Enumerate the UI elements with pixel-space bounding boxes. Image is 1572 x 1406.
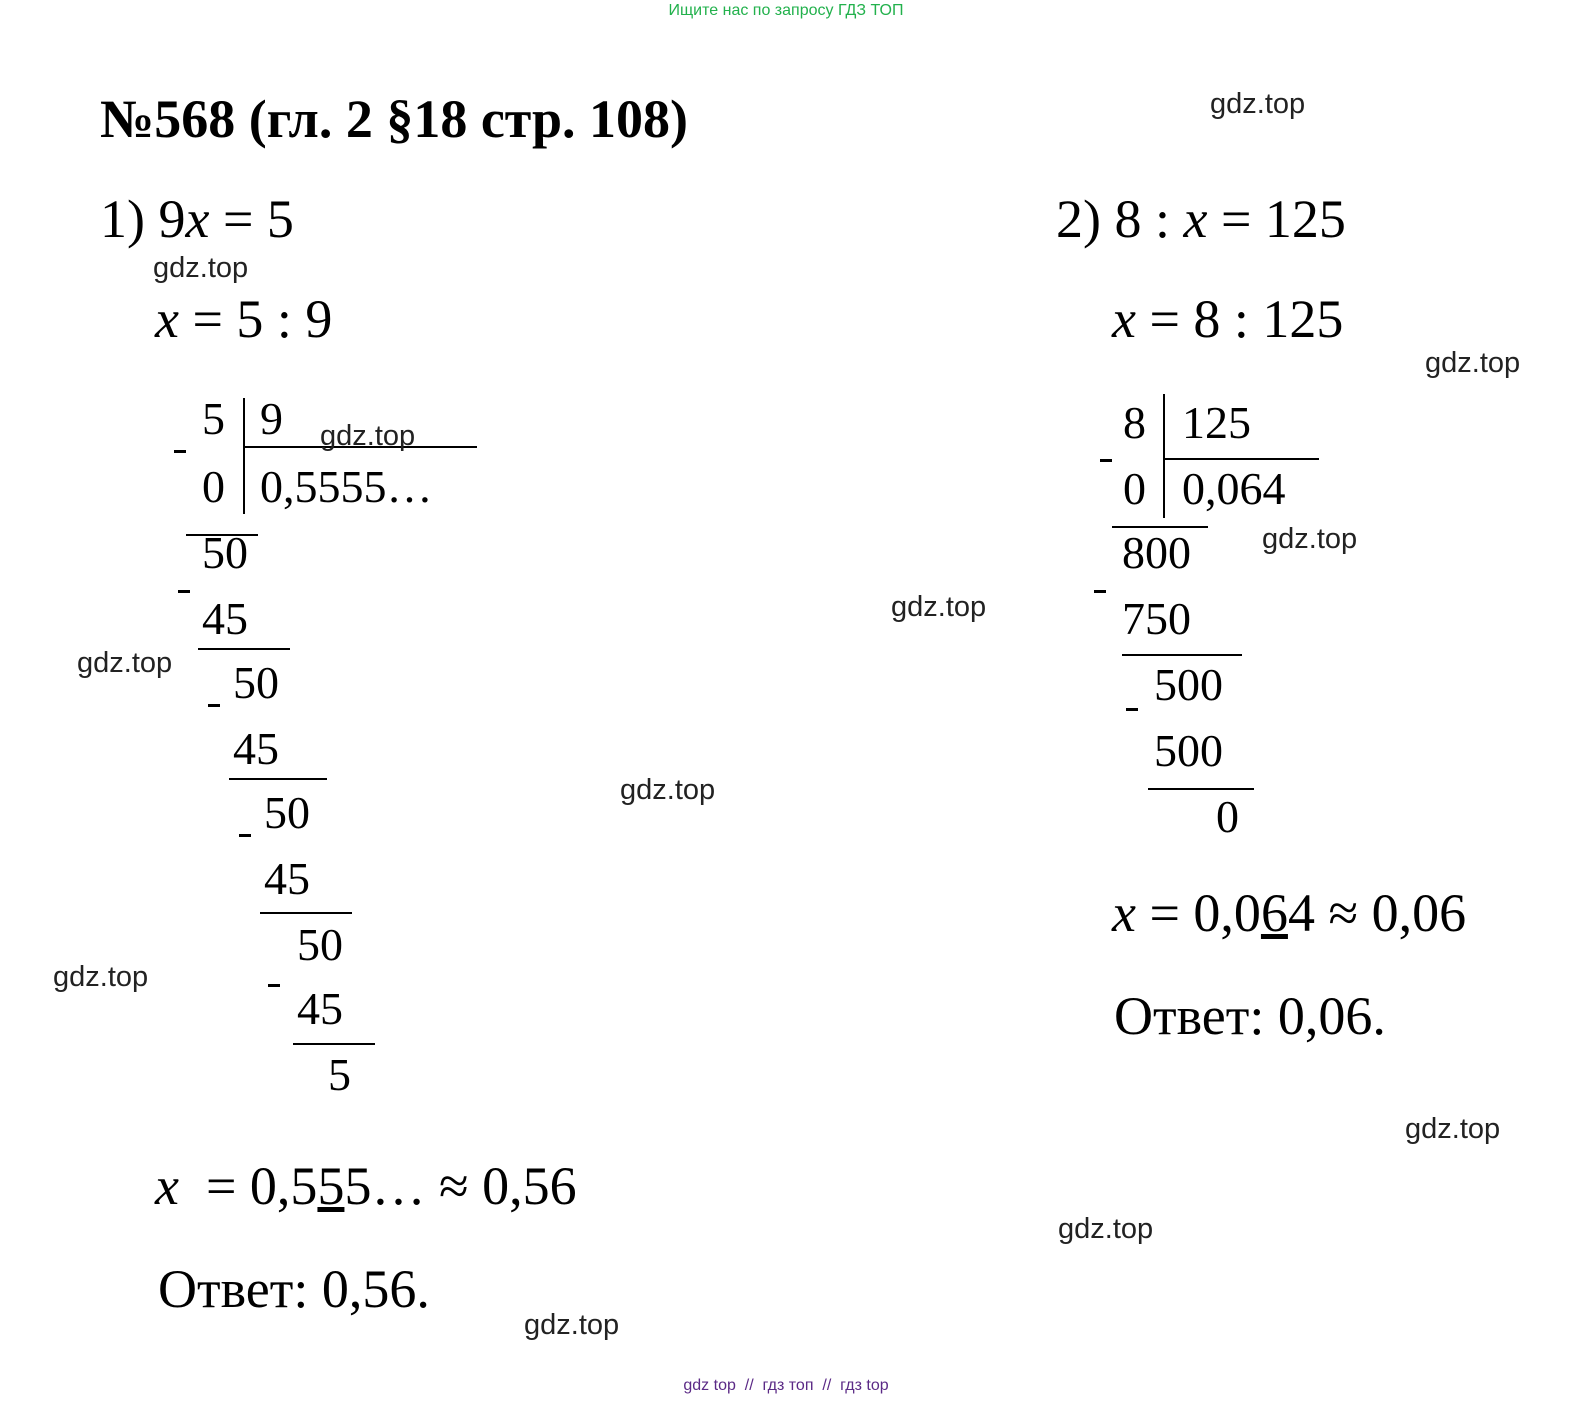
part1-row: 45 <box>202 593 248 644</box>
part1-row: 50 <box>233 657 279 708</box>
part1-remainder: 5 <box>328 1049 351 1100</box>
part2-label: 2) 8 : <box>1056 189 1184 249</box>
part1-dividend: 5 <box>202 393 225 444</box>
part2-quotient: 0,064 <box>1182 463 1286 514</box>
part2-remainder: 0 <box>1216 791 1239 842</box>
watermark: gdz.top <box>153 252 249 284</box>
part1-minus-sign <box>239 834 251 837</box>
part2-step <box>1112 288 1343 350</box>
part1-result-underlined: 5 <box>317 1156 345 1216</box>
part1-step <box>155 288 332 350</box>
part1-result-a: = 0,5 <box>178 1156 318 1216</box>
part2-first-subtrahend: 0 <box>1123 463 1146 514</box>
part2-minus-sign <box>1126 708 1138 711</box>
part2-minus-sign <box>1094 590 1106 593</box>
part2-division-bar <box>1163 394 1165 518</box>
watermark: gdz.top <box>1058 1213 1154 1245</box>
part1-equation <box>100 188 294 250</box>
part1-divisor: 9 <box>260 393 283 444</box>
part2-result-var: x <box>1112 883 1136 943</box>
part1-minus-sign <box>268 984 280 987</box>
part1-result <box>155 1155 577 1217</box>
part1-label: 1) 9 <box>100 189 186 249</box>
part1-row: 50 <box>297 919 343 970</box>
watermark: gdz.top <box>1262 523 1358 555</box>
watermark: gdz.top <box>1210 88 1306 120</box>
part2-result <box>1112 882 1466 944</box>
part2-row: 500 <box>1154 725 1223 776</box>
watermark: gdz.top <box>524 1309 620 1341</box>
part1-row: 50 <box>202 527 248 578</box>
part1-quotient: 0,5555… <box>260 461 433 512</box>
part1-step-var: x <box>155 289 179 349</box>
part1-var: x <box>185 189 210 249</box>
part1-rule <box>229 778 327 780</box>
part2-row: 500 <box>1154 659 1223 710</box>
part2-result-b: 4 ≈ 0,06 <box>1287 883 1467 943</box>
watermark: gdz.top <box>1425 347 1521 379</box>
part1-rule <box>198 648 290 650</box>
exercise-title: №568 (гл. 2 §18 стр. 108) <box>100 89 688 149</box>
watermark: gdz.top <box>620 774 716 806</box>
watermark: gdz.top <box>53 961 149 993</box>
part1-row: 45 <box>297 983 343 1034</box>
part1-result-b: 5… ≈ 0,56 <box>344 1156 577 1216</box>
part2-dividend: 8 <box>1123 397 1146 448</box>
part2-eq-rest: = 125 <box>1207 189 1346 249</box>
part1-minus-sign <box>174 450 186 453</box>
part2-minus-sign <box>1100 459 1112 462</box>
footer-links[interactable]: gdz top // гдз топ // гдз top <box>683 1377 889 1394</box>
watermark: gdz.top <box>1405 1113 1501 1145</box>
part2-equation <box>1056 188 1346 250</box>
part2-rule <box>1122 654 1242 656</box>
part1-row: 50 <box>264 787 310 838</box>
part1-minus-sign <box>208 704 220 707</box>
part1-division-bar <box>243 398 245 514</box>
part1-answer: Ответ: 0,56. <box>158 1259 430 1319</box>
part2-step-var: x <box>1112 289 1136 349</box>
part1-rule <box>293 1043 375 1045</box>
part2-row: 800 <box>1122 527 1191 578</box>
part1-row: 45 <box>233 723 279 774</box>
part2-row: 750 <box>1122 593 1191 644</box>
part1-first-subtrahend: 0 <box>202 461 225 512</box>
part1-row: 45 <box>264 853 310 904</box>
part1-minus-sign <box>178 590 190 593</box>
part2-divisor-line <box>1163 458 1319 460</box>
part2-answer: Ответ: 0,06. <box>1114 986 1386 1046</box>
part2-result-underlined: 6 <box>1260 883 1288 943</box>
part1-eq-rest: = 5 <box>209 189 294 249</box>
part2-var: x <box>1183 189 1208 249</box>
watermark: gdz.top <box>320 420 416 452</box>
part2-divisor: 125 <box>1182 397 1251 448</box>
part1-rule <box>260 912 352 914</box>
part1-result-var: x <box>155 1156 179 1216</box>
watermark: gdz.top <box>77 647 173 679</box>
search-banner[interactable]: Ищите нас по запросу ГДЗ ТОП <box>668 2 904 19</box>
part2-result-a: = 0,0 <box>1135 883 1261 943</box>
part2-step-rest: = 8 : 125 <box>1135 289 1344 349</box>
part1-step-rest: = 5 : 9 <box>178 289 333 349</box>
watermark: gdz.top <box>891 591 987 623</box>
